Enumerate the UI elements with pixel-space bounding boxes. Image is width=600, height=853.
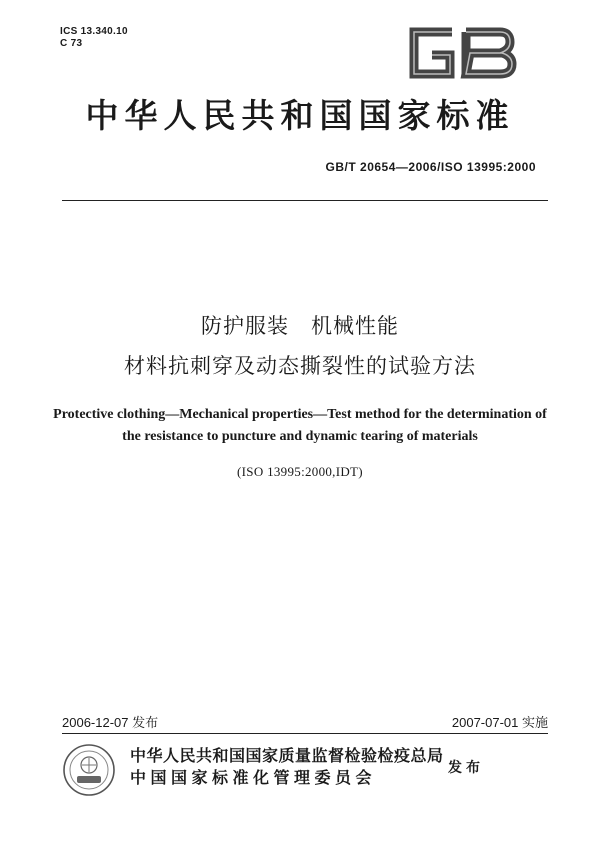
issuer-aqsiq: 中华人民共和国国家质量监督检验检疫总局 [130, 746, 444, 765]
issuer-seal-icon [62, 743, 116, 797]
issued-label: 发布 [448, 760, 484, 776]
classification-codes [60, 26, 128, 50]
issue-date: 2006-12-07 发布 [62, 715, 159, 730]
top-divider [62, 200, 548, 201]
chinese-title-line-1: 防护服装 机械性能 [201, 314, 399, 338]
ccs-code: C 73 [60, 38, 83, 49]
bottom-divider [62, 733, 548, 734]
gb-logo-text: GB [400, 22, 402, 23]
gb-logo [400, 22, 520, 84]
english-title-line-2: the resistance to puncture and dynamic tearing of materials [122, 429, 478, 444]
ics-code: ICS 13.340.10 [60, 26, 128, 37]
national-standard-title: 中华人民共和国国家标准 [85, 96, 515, 135]
standard-number: GB/T 20654—2006/ISO 13995:2000 [325, 160, 536, 174]
iso-reference: (ISO 13995:2000,IDT) [237, 464, 363, 479]
implementation-date: 2007-07-01 实施 [451, 715, 548, 730]
chinese-title-line-2: 材料抗刺穿及动态撕裂性的试验方法 [124, 354, 476, 378]
english-title [0, 404, 600, 448]
issuer-sac: 中国国家标准化管理委员会 [130, 768, 377, 787]
english-title-line-1: Protective clothing—Mechanical properties—Test method for the determination of [53, 407, 547, 422]
